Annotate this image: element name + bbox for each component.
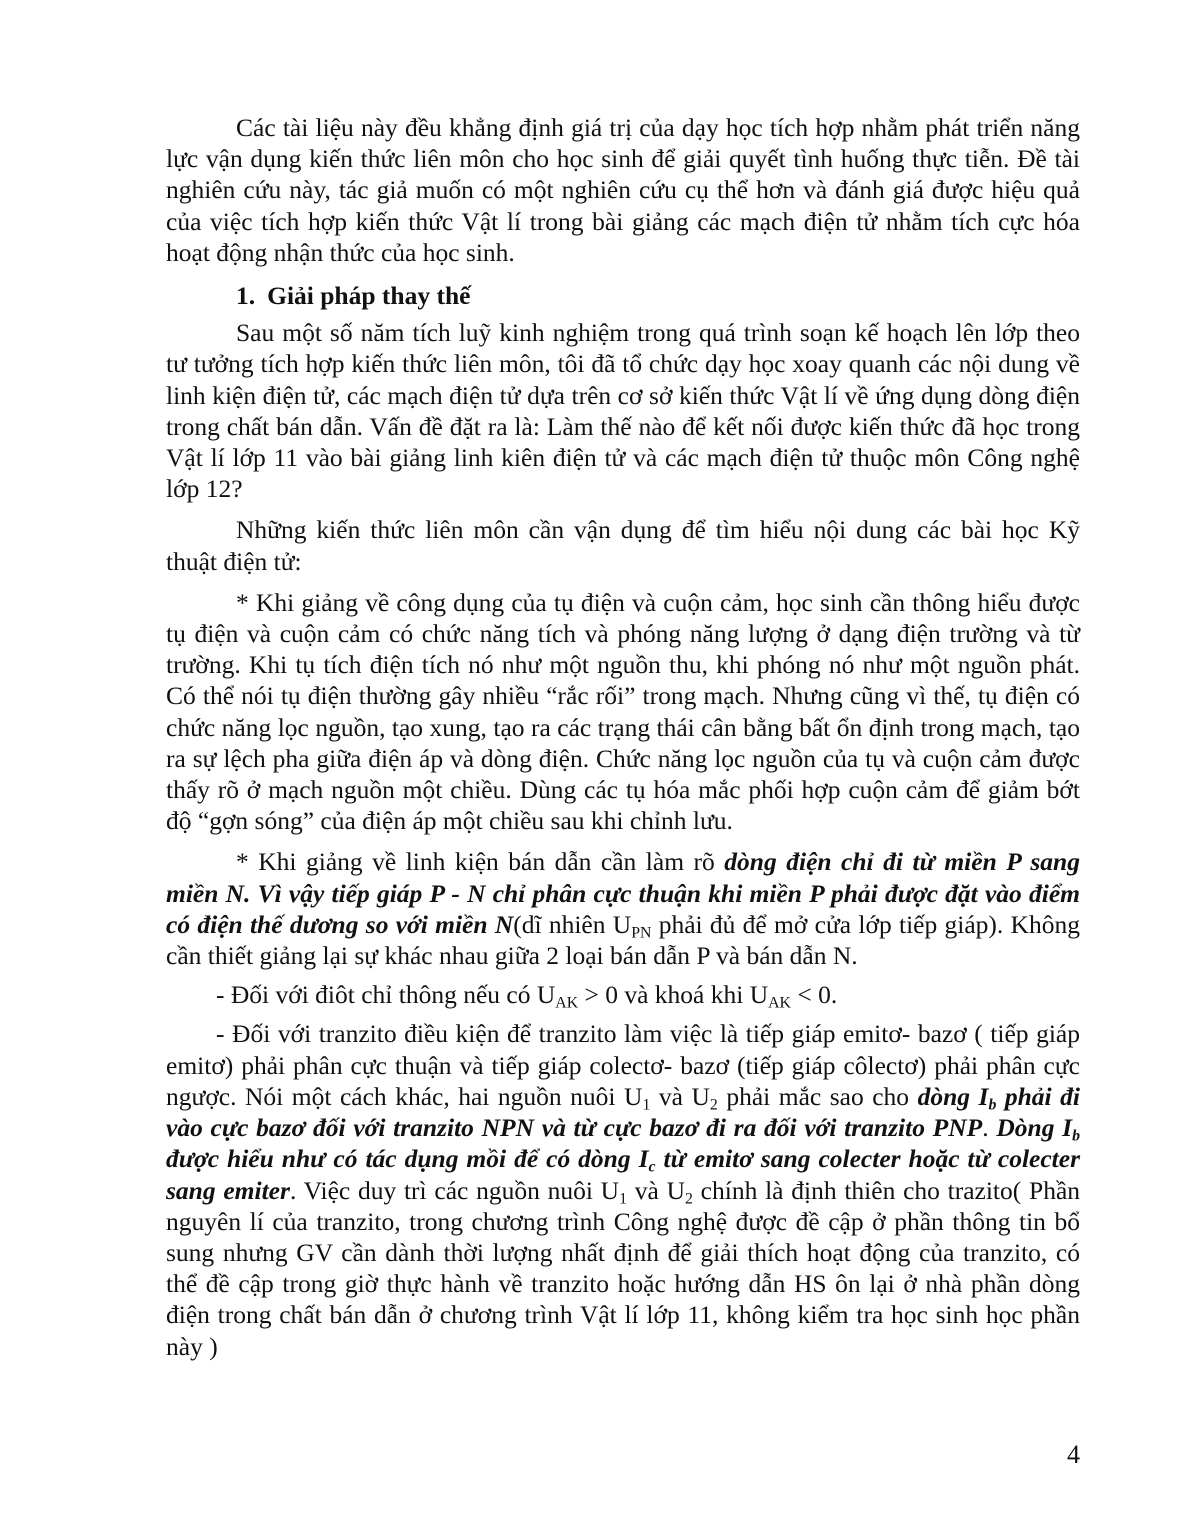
subscript: 1 [642, 1096, 651, 1114]
paragraph-knowledge: Những kiến thức liên môn cần vận dụng để tìm hiểu nội dung các bài học Kỹ thuật điện tử: [166, 515, 1080, 576]
section-title: Giải pháp thay thế [267, 281, 471, 311]
emphasis-text: từ emitơ sang colecter hoặc từ colecter sang emiter [166, 1144, 1080, 1205]
page-number: 4 [1067, 1440, 1080, 1469]
text-span: . Việc duy trì các nguồn nuôi U [289, 1175, 620, 1205]
text-span: phải đủ để mở cửa lớp tiếp giáp). Không cần thiết giảng lại sự khác nhau giữa 2 loại bán dẫn P và bán dẫn N. [166, 909, 1080, 971]
emphasis-text: dòng I [917, 1081, 989, 1111]
document-page [166, 112, 1080, 1362]
subscript: AK [555, 995, 579, 1013]
text-span: phải mắc sao cho [717, 1081, 918, 1111]
paragraph-capacitor: * Khi giảng về công dụng của tụ điện và cuộn cảm, học sinh cần thông hiểu được tụ điện và cuộn cảm có chức năng tích và phóng năng lượng ở dạng điện trường và từ trường. Khi tụ tích điện tích nó như một nguồn thu, khi phóng nó như một nguồn phát. Có thể nói tụ điện thường gây nhiều “rắc rối” trong mạch. Nhưng cũng vì thế, tụ điện có chức năng lọc nguồn, tạo xung, tạo ra các trạng thái cân bằng bất ổn định trong mạch, tạo ra sự lệch pha giữa điện áp và dòng điện. Chức năng lọc nguồn của tụ và cuộn cảm được thấy rõ ở mạch nguồn một chiều. Dùng các tụ hóa mắc phối hợp cuộn cảm để giảm bớt độ “gợn sóng” của điện áp một chiều sau khi chỉnh lưu. [166, 587, 1080, 836]
paragraph-intro: Các tài liệu này đều khẳng định giá trị của dạy học tích hợp nhằm phát triển năng lực vận dụng kiến thức liên môn cho học sinh để giải quyết tình huống thực tiễn. Đề tài nghiên cứu này, tác giả muốn có một nghiên cứu cụ thể hơn và đánh giá được hiệu quả của việc tích hợp kiến thức Vật lí trong bài giảng các mạch điện tử nhằm tích cực hóa hoạt động nhận thức của học sinh. [166, 113, 1080, 267]
subscript: PN [631, 924, 652, 942]
emphasis-text: dòng điện chỉ đi từ miền P sang miền N. Vì vậy tiếp giáp P - N chỉ phân cực thuận khi miền P phải được đặt vào điểm có điện thế dương so với miền N [166, 847, 1080, 939]
paragraph-diode [166, 979, 1080, 1013]
text-span: và U [650, 1081, 710, 1111]
subscript: b [1072, 1127, 1081, 1145]
paragraph-transistor [166, 1018, 1080, 1361]
emphasis-text: Dòng I [996, 1113, 1073, 1143]
emphasis-text: được hiểu như có tác dụng mồi để có dòng I [166, 1144, 649, 1174]
text-span: - Đối với điôt chỉ thông nếu có U [216, 980, 556, 1010]
text-span: < 0. [790, 980, 838, 1010]
text-span: . [982, 1113, 997, 1143]
text-span: - Đối với tranzito điều kiện để tranzito làm việc là tiếp giáp emitơ- bazơ ( tiếp giáp emitơ) phải phân cực thuận và tiếp giáp colectơ- bazơ (tiếp giáp côlectơ) phải phân cực ngược. Nói một cách khác, hai nguồn nuôi U [166, 1019, 1080, 1111]
text-span: chính là định thiên cho trazito( Phần nguyên lí của tranzito, trong chương trình Công nghệ được đề cập ở phần thông tin bổ sung nhưng GV cần dành thời lượng nhất định để giải thích hoạt động của tranzito, có thể đề cập trong giờ thực hành về tranzito hoặc hướng dẫn HS ôn lại ở nhà phần dòng điện trong chất bán dẫn ở chương trình Vật lí lớp 11, không kiểm tra học sinh học phần này ) [166, 1175, 1081, 1361]
section-number: 1. [236, 281, 256, 311]
section-heading [166, 280, 1080, 311]
subscript: 2 [685, 1190, 693, 1208]
text-span: * Khi giảng về linh kiện bán dẫn cần làm rõ [236, 847, 725, 877]
paragraph-solution: Sau một số năm tích luỹ kinh nghiệm trong quá trình soạn kế hoạch lên lớp theo tư tưởng tích hợp kiến thức liên môn, tôi đã tổ chức dạy học xoay quanh các nội dung về linh kiện điện tử, các mạch điện tử dựa trên cơ sở kiến thức Vật lí về ứng dụng dòng điện trong chất bán dẫn. Vấn đề đặt ra là: Làm thế nào để kết nối được kiến thức đã học trong Vật lí lớp 11 vào bài giảng linh kiên điện tử và các mạch điện tử thuộc môn Công nghệ lớp 12? [166, 318, 1080, 504]
subscript: b [988, 1096, 997, 1114]
text-span: và U [627, 1175, 686, 1205]
emphasis-text: phải đi vào cực bazơ đối với tranzito NPN và từ cực bazơ đi ra đối với tranzito PNP [166, 1081, 1080, 1143]
subscript: AK [768, 995, 791, 1013]
subscript: 2 [709, 1096, 718, 1114]
text-span: (dĩ nhiên U [513, 909, 632, 939]
subscript: 1 [619, 1190, 628, 1208]
paragraph-semiconductor [166, 846, 1080, 971]
subscript: c [648, 1159, 656, 1177]
text-span: > 0 và khoá khi U [578, 980, 769, 1010]
